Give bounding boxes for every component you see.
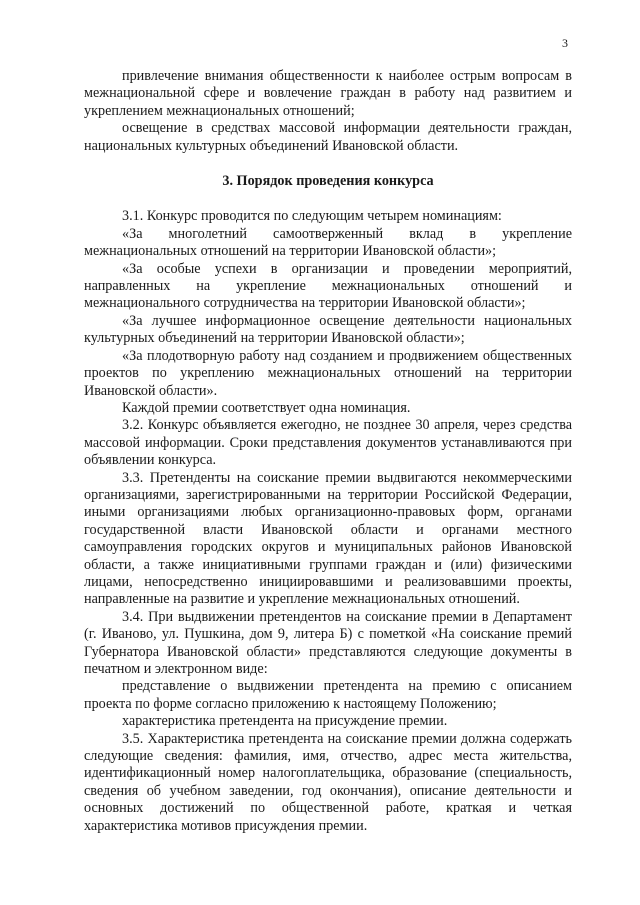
paragraph-intro-2: освещение в средствах массовой информации деятельности граждан, национальных культурных объединений Ивановской области. xyxy=(84,120,572,154)
paragraph-intro-1: привлечение внимания общественности к наиболее острым вопросам в межнациональной сфере и вовлечение граждан в работу над развитием и укреплением межнациональных отношений; xyxy=(84,68,572,119)
paragraph-nomination-1: «За многолетний самоотверженный вклад в укрепление межнациональных отношений на территории Ивановской области»; xyxy=(84,225,572,260)
paragraph-nomination-3: «За лучшее информационное освещение деятельности национальных культурных объединений на территории Ивановской области»; xyxy=(84,312,572,347)
paragraph-3-5: 3.5. Характеристика претендента на соискание премии должна содержать следующие сведения: фамилия, имя, отчество, адрес места жительства, идентификационный номер налогоплательщика, образование (специальность, сведения об учебном заведении, год окончания), описание деятельности и основных достижений по общественной работе, краткая и четкая характеристика мотивов присуждения премии. xyxy=(84,730,572,834)
section-heading: 3. Порядок проведения конкурса xyxy=(222,173,434,190)
document-body xyxy=(84,68,572,835)
paragraph-nomination-4: «За плодотворную работу над созданием и продвижением общественных проектов по укреплению межнациональных отношений на территории Ивановской области». xyxy=(84,347,572,399)
paragraph-one-nomination: Каждой премии соответствует одна номинация. xyxy=(122,399,411,416)
paragraph-3-3: 3.3. Претенденты на соискание премии выдвигаются некоммерческими организациями, зарегистрированными на территории Российской Федерации, иными организациями любых организационно-правовых форм, органами государственной власти Ивановской области и органами местного самоуправления городских округов и муниципальных районов Ивановской области, а также инициативными группами граждан и (или) физическими лицами, непосредственно инициировавшими и реализовавшими проекты, направленные на развитие и укрепление межнациональных отношений. xyxy=(84,469,572,608)
paragraph-documents-1: представление о выдвижении претендента на премию с описанием проекта по форме согласно приложению к настоящему Положению; xyxy=(84,678,572,712)
page-number: 3 xyxy=(562,36,568,50)
paragraph-nomination-2: «За особые успехи в организации и проведении мероприятий, направленных на укрепление межнациональных отношений и межнационального сотрудничества на территории Ивановской области»; xyxy=(84,260,572,312)
paragraph-3-4: 3.4. При выдвижении претендентов на соискание премии в Департамент (г. Иваново, ул. Пушкина, дом 9, литера Б) с пометкой «На соискание премий Губернатора Ивановской области» представляются следующие документы в печатном и электронном виде: xyxy=(84,608,572,677)
paragraph-3-1: 3.1. Конкурс проводится по следующим четырем номинациям: xyxy=(122,208,502,225)
paragraph-documents-2: характеристика претендента на присуждение премии. xyxy=(122,713,448,730)
paragraph-3-2: 3.2. Конкурс объявляется ежегодно, не позднее 30 апреля, через средства массовой информации. Сроки представления документов устанавливаются при объявлении конкурса. xyxy=(84,417,572,469)
